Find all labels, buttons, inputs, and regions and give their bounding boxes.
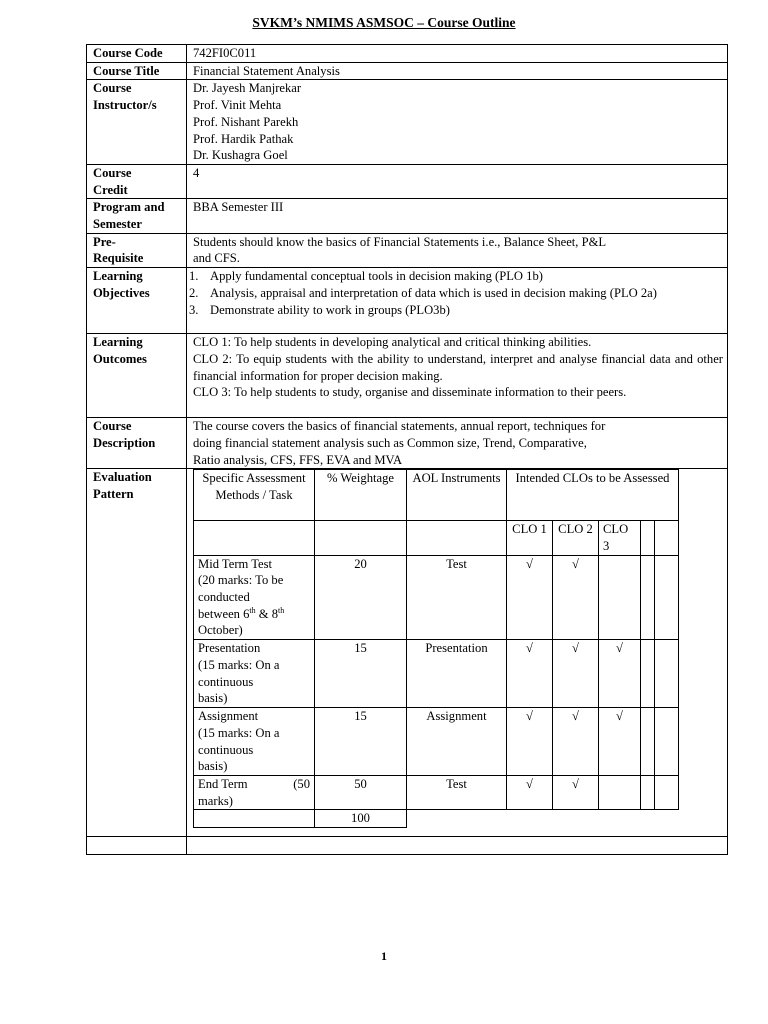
clo1-check: √ [507, 708, 553, 776]
empty-cell [641, 775, 655, 809]
instructor-name: Prof. Nishant Parekh [193, 114, 299, 129]
evaluation-header-row [194, 470, 679, 521]
outcome-item: CLO 3: To help students to study, organise and disseminate information to their peers. [193, 385, 627, 400]
course-title-label: Course Title [87, 62, 187, 80]
method-line: basis) [198, 759, 228, 774]
clo2-check: √ [553, 555, 599, 640]
instructors-row [87, 80, 728, 165]
program-label [87, 199, 187, 233]
evaluation-row [87, 469, 728, 837]
objective-number: 3. [189, 302, 199, 317]
objective-item [187, 285, 723, 302]
objective-text: Apply fundamental conceptual tools in decision making (PLO 1b) [210, 269, 543, 284]
aol-cell: Presentation [407, 640, 507, 708]
program-label-line: Semester [93, 217, 142, 232]
empty-cell [655, 640, 679, 708]
instructor-name: Dr. Jayesh Manjrekar [193, 81, 302, 96]
empty-cell [655, 521, 679, 555]
empty-cell [315, 521, 407, 555]
method-line: (15 marks: On a [198, 725, 280, 740]
method-line: Assignment [198, 709, 259, 724]
method-line: October) [198, 623, 243, 638]
objective-item [187, 302, 723, 319]
program-label-line: Program and [93, 200, 165, 215]
clo2-check: √ [553, 775, 599, 809]
aol-cell: Assignment [407, 708, 507, 776]
prerequisite-label-line: Requisite [93, 251, 144, 266]
objective-text: Analysis, appraisal and interpretation of data which is used in decision making (PLO 2a) [210, 285, 657, 300]
document-title: SVKM’s NMIMS ASMSOC – Course Outline [252, 15, 516, 30]
evaluation-label-line: Pattern [93, 486, 134, 501]
method-line [198, 776, 310, 793]
method-text: between 6 [198, 606, 250, 621]
empty-cell [194, 521, 315, 555]
description-row [87, 418, 728, 469]
instructors-label-line: Course [93, 81, 132, 96]
method-cell [194, 640, 315, 708]
description-line: The course covers the basics of financial statements, annual report, techniques for [193, 419, 606, 434]
eval-row-endterm [194, 775, 679, 809]
evaluation-label [87, 469, 187, 837]
clo3-check: √ [599, 708, 641, 776]
eval-total-row [194, 810, 679, 828]
method-cell [194, 555, 315, 640]
method-text: End Term [198, 776, 248, 791]
method-line: Mid Term Test [198, 556, 273, 571]
evaluation-label-line: Evaluation [93, 470, 152, 485]
description-label [87, 418, 187, 469]
empty-cell [407, 810, 679, 828]
empty-cell [655, 708, 679, 776]
objectives-list [187, 268, 728, 334]
outcomes-row [87, 334, 728, 418]
prerequisite-line: and CFS. [193, 251, 240, 266]
aol-cell: Test [407, 775, 507, 809]
empty-cell [641, 555, 655, 640]
credit-label-line: Course [93, 165, 132, 180]
outcomes-label [87, 334, 187, 418]
clos-header: Intended CLOs to be Assessed [507, 470, 679, 521]
ordinal-suffix: th [278, 605, 285, 615]
aol-cell: Test [407, 555, 507, 640]
objective-number: 1. [189, 269, 199, 284]
clo3-check [599, 775, 641, 809]
empty-cell [655, 775, 679, 809]
method-line: marks) [198, 793, 233, 808]
clo2-check: √ [553, 708, 599, 776]
instructors-list [187, 80, 728, 165]
course-title-value: Financial Statement Analysis [187, 62, 728, 80]
description-value [187, 418, 728, 469]
instructor-name: Dr. Kushagra Goel [193, 148, 288, 163]
description-line: Ratio analysis, CFS, FFS, EVA and MVA [193, 452, 403, 467]
prerequisite-label [87, 233, 187, 267]
instructor-name: Prof. Hardik Pathak [193, 131, 294, 146]
credit-value: 4 [187, 164, 728, 198]
empty-cell [87, 837, 187, 855]
course-code-value: 742FI0C011 [187, 45, 728, 63]
empty-cell [655, 555, 679, 640]
clo1-check: √ [507, 555, 553, 640]
outcomes-list [187, 334, 728, 418]
credit-label-line: Credit [93, 182, 128, 197]
eval-row-assignment [194, 708, 679, 776]
page-number: 1 [381, 949, 387, 963]
objective-item [187, 268, 723, 285]
empty-cell [641, 640, 655, 708]
clo3-header: CLO 3 [599, 521, 641, 555]
method-cell [194, 775, 315, 809]
empty-cell [187, 837, 728, 855]
description-line: doing financial statement analysis such as Common size, Trend, Comparative, [193, 435, 587, 450]
eval-row-presentation [194, 640, 679, 708]
clo1-check: √ [507, 640, 553, 708]
total-weightage: 100 [315, 810, 407, 828]
description-label-line: Description [93, 435, 156, 450]
prerequisite-line: Students should know the basics of Financial Statements i.e., Balance Sheet, P&L [193, 234, 607, 249]
prerequisite-value [187, 233, 728, 267]
clo1-header: CLO 1 [507, 521, 553, 555]
program-value: BBA Semester III [187, 199, 728, 233]
empty-cell [641, 521, 655, 555]
empty-row [87, 837, 728, 855]
outcome-item: CLO 1: To help students in developing analytical and critical thinking abilities. [193, 335, 592, 350]
objective-text: Demonstrate ability to work in groups (PLO3b) [210, 302, 450, 317]
credit-label [87, 164, 187, 198]
outcomes-label-line: Learning [93, 335, 143, 350]
weightage-cell: 15 [315, 640, 407, 708]
course-code-label: Course Code [87, 45, 187, 63]
instructor-name: Prof. Vinit Mehta [193, 98, 282, 113]
clo3-check: √ [599, 640, 641, 708]
method-line: (15 marks: On a [198, 657, 280, 672]
instructors-label-line: Instructor/s [93, 98, 157, 113]
method-line: (20 marks: To be [198, 573, 284, 588]
prerequisite-label-line: Pre- [93, 234, 116, 249]
method-header: Specific Assessment Methods / Task [194, 470, 315, 521]
clo2-header: CLO 2 [553, 521, 599, 555]
outcomes-label-line: Outcomes [93, 351, 147, 366]
course-title-row [87, 62, 728, 80]
objectives-label-line: Learning [93, 269, 143, 284]
method-line [198, 606, 310, 623]
objective-number: 2. [189, 285, 199, 300]
description-label-line: Course [93, 419, 132, 434]
evaluation-cell [187, 469, 728, 837]
weightage-cell: 50 [315, 775, 407, 809]
clo2-check: √ [553, 640, 599, 708]
empty-cell [194, 810, 315, 828]
weightage-header: % Weightage [315, 470, 407, 521]
weightage-cell: 15 [315, 708, 407, 776]
method-cell [194, 708, 315, 776]
aol-header: AOL Instruments [407, 470, 507, 521]
program-row [87, 199, 728, 233]
prerequisite-row [87, 233, 728, 267]
instructors-label [87, 80, 187, 165]
outcome-item: CLO 2: To equip students with the ability to understand, interpret and analyse financial data and other financial information for proper decision making. [193, 351, 723, 383]
eval-row-midterm [194, 555, 679, 640]
weightage-cell: 20 [315, 555, 407, 640]
ordinal-suffix: th [249, 605, 256, 615]
objectives-label [87, 268, 187, 334]
clo1-check: √ [507, 775, 553, 809]
course-outline-table [86, 44, 728, 855]
method-line: continuous [198, 674, 254, 689]
course-code-row [87, 45, 728, 63]
method-line: continuous [198, 742, 254, 757]
credit-row [87, 164, 728, 198]
method-line: basis) [198, 691, 228, 706]
method-line: Presentation [198, 641, 261, 656]
method-line: conducted [198, 590, 250, 605]
clo-header-row [194, 521, 679, 555]
method-text: (50 [293, 776, 310, 791]
clo3-check [599, 555, 641, 640]
evaluation-table [193, 469, 679, 828]
empty-cell [407, 521, 507, 555]
method-text: & 8 [255, 606, 279, 621]
objectives-label-line: Objectives [93, 285, 150, 300]
empty-cell [641, 708, 655, 776]
objectives-row [87, 268, 728, 334]
